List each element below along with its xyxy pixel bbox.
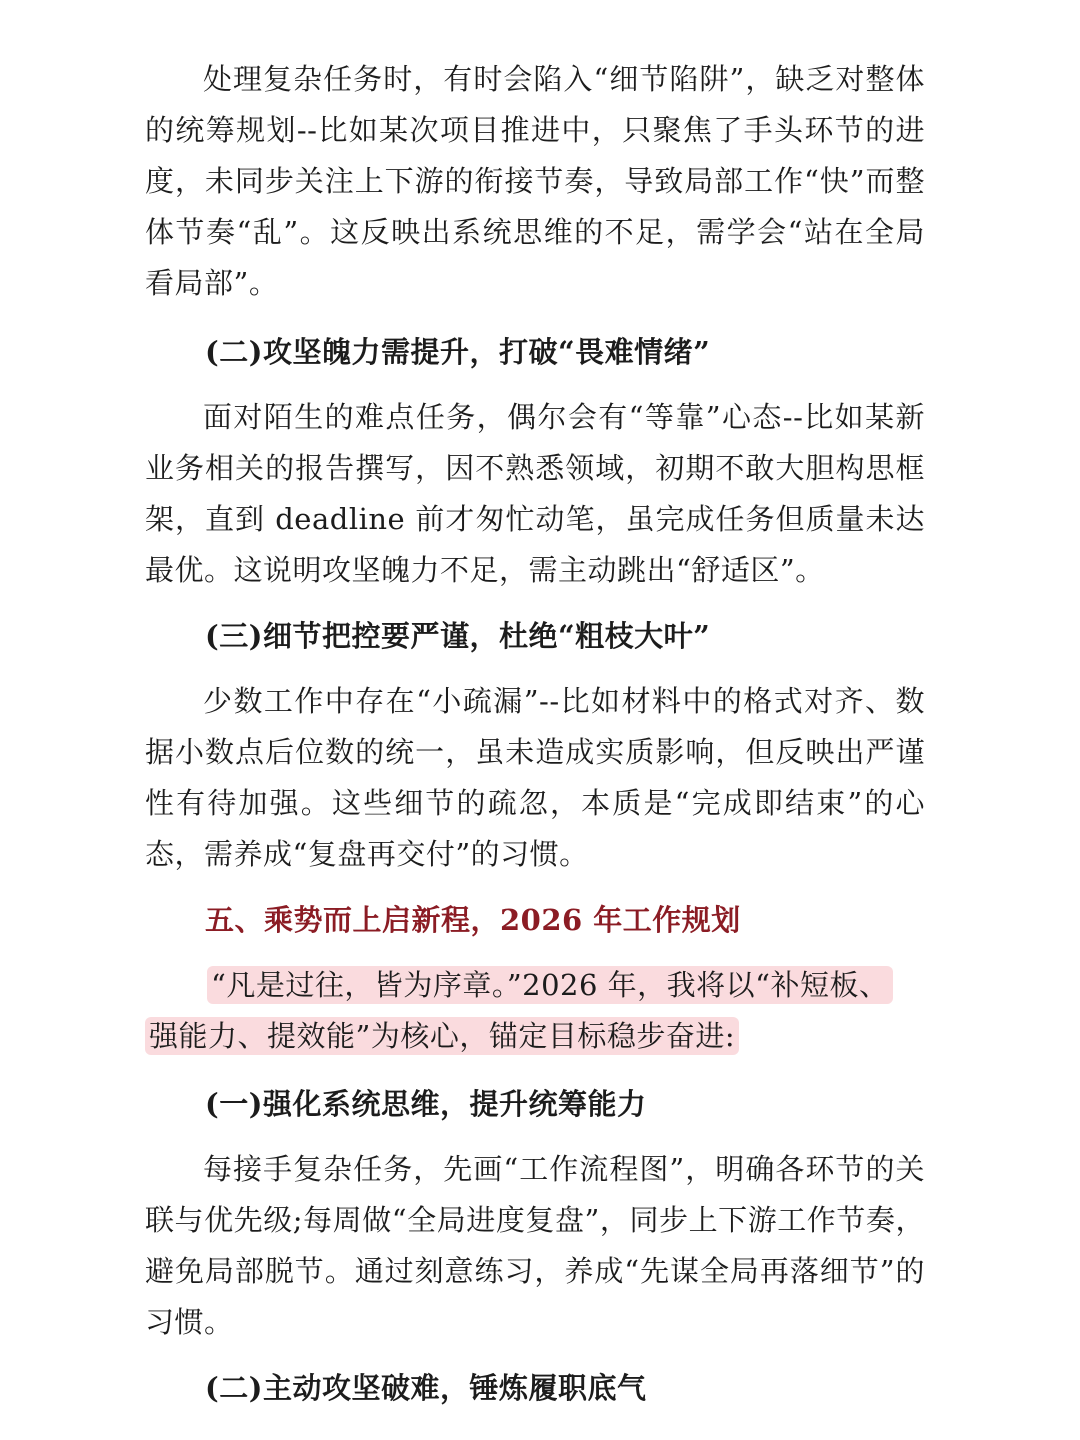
highlighted-quote-line-2: 强能力、提效能”为核心，锚定目标稳步奋进: — [145, 1017, 739, 1055]
highlighted-quote-paragraph — [145, 960, 925, 1062]
highlighted-quote-line-1: “凡是过往，皆为序章。”2026 年，我将以“补短板、 — [207, 966, 893, 1004]
heading-proactive-tackle: (二)主动攻坚破难，锤炼履职底气 — [205, 1371, 647, 1405]
paragraph-detail-control: 少数工作中存在“小疏漏”--比如材料中的格式对齐、数据小数点后位数的统一，虽未造成实质影响，但反映出严谨性有待加强。这些细节的疏忽，本质是“完成即结束”的心态，需养成“复盘再交付”的习惯。 — [145, 684, 925, 871]
heading-strengthen-system-thinking: (一)强化系统思维，提升统筹能力 — [205, 1087, 647, 1121]
paragraph-tackle-difficulty: 面对陌生的难点任务，偶尔会有“等靠”心态--比如某新业务相关的报告撰写，因不熟悉领域，初期不敢大胆构思框架，直到 deadline 前才匆忙动笔，虽完成任务但质量未达最优。这说明攻坚魄力不足，需主动跳出“舒适区”。 — [145, 400, 925, 587]
heading-tackle-difficulty: (二)攻坚魄力需提升，打破“畏难情绪” — [205, 335, 711, 369]
section-heading-2026-plan: 五、乘势而上启新程，2026 年工作规划 — [205, 903, 741, 937]
heading-detail-control: (三)细节把控要严谨，杜绝“粗枝大叶” — [205, 619, 711, 653]
paragraph-strengthen-system-thinking: 每接手复杂任务，先画“工作流程图”，明确各环节的关联与优先级;每周做“全局进度复盘”，同步上下游工作节奏，避免局部脱节。通过刻意练习，养成“先谋全局再落细节”的习惯。 — [145, 1152, 925, 1339]
paragraph-system-thinking-issue: 处理复杂任务时，有时会陷入“细节陷阱”，缺乏对整体的统筹规划--比如某次项目推进中，只聚焦了手头环节的进度，未同步关注上下游的衔接节奏，导致局部工作“快”而整体节奏“乱”。这反映出系统思维的不足，需学会“站在全局看局部”。 — [145, 62, 925, 300]
